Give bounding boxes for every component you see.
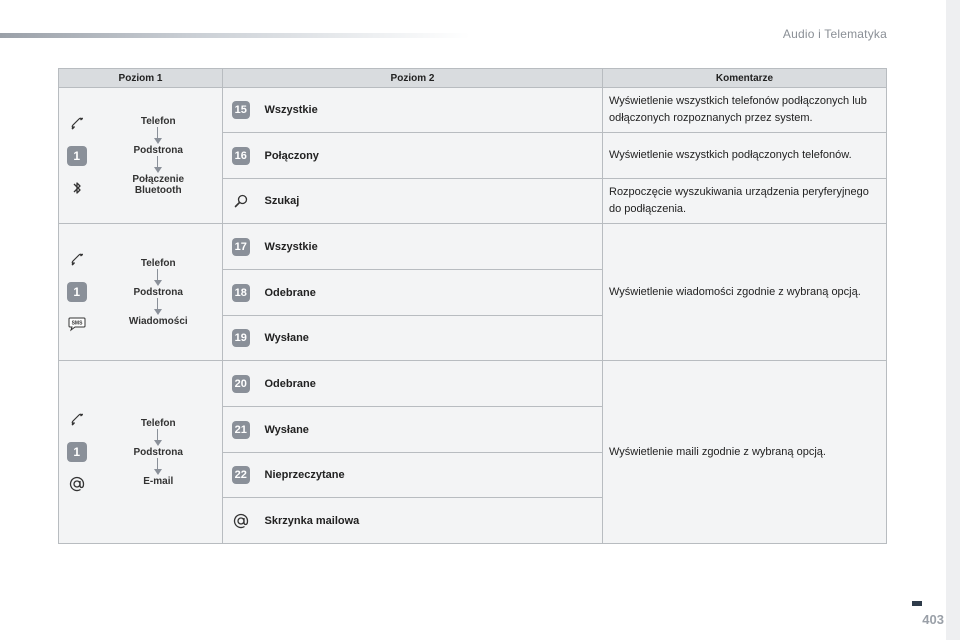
side-strip	[946, 0, 960, 640]
bluetooth-icon	[67, 178, 87, 198]
table-row	[59, 361, 887, 407]
phone-icon	[67, 250, 87, 270]
level1-item: Połączenie Bluetooth	[132, 173, 185, 196]
row-badge: 21	[232, 421, 250, 439]
level1-item: Telefon	[140, 417, 176, 429]
row-badge: 15	[232, 101, 250, 119]
level2-label: Szukaj	[259, 179, 603, 224]
row-badge-cell	[223, 133, 259, 179]
level1-item: Podstrona	[133, 286, 183, 298]
level1-badge: 1	[67, 146, 87, 166]
table-header-row	[59, 69, 887, 88]
down-arrow-icon	[153, 269, 163, 287]
row-badge-cell	[223, 453, 259, 498]
table-row	[59, 88, 887, 133]
sms-icon	[67, 314, 87, 334]
comment-cell: Rozpoczęcie wyszukiwania urządzenia peryferyjnego do podłączenia.	[603, 179, 887, 224]
level1-item: Podstrona	[133, 446, 183, 458]
level2-label: Wszystkie	[259, 224, 603, 270]
down-arrow-icon	[153, 458, 163, 476]
at-icon	[231, 511, 251, 531]
svg-text:SMS: SMS	[71, 320, 83, 327]
down-arrow-icon	[153, 127, 163, 145]
column-header-comments: Komentarze	[603, 69, 887, 88]
row-badge-cell	[223, 361, 259, 407]
row-icon-cell	[223, 179, 259, 224]
level1-path	[95, 224, 223, 361]
header-bar	[0, 33, 470, 38]
comment-cell: Wyświetlenie maili zgodnie z wybraną opcją.	[603, 361, 887, 544]
column-header-level2: Poziom 2	[223, 69, 603, 88]
phone-icon	[67, 114, 87, 134]
table-row	[59, 224, 887, 270]
row-icon-cell	[223, 498, 259, 544]
page-header-title: Audio i Telematyka	[782, 27, 887, 41]
level1-item: Wiadomości	[128, 315, 188, 327]
column-header-level1: Poziom 1	[59, 69, 223, 88]
row-badge-cell	[223, 407, 259, 453]
row-badge: 20	[232, 375, 250, 393]
level1-badge: 1	[67, 442, 87, 462]
row-badge: 17	[232, 238, 250, 256]
level2-label: Skrzynka mailowa	[259, 498, 603, 544]
level2-label: Wysłane	[259, 407, 603, 453]
row-badge-cell	[223, 270, 259, 316]
comment-cell: Wyświetlenie wszystkich telefonów podłączonych lub odłączonych rozpoznanych przez system.	[603, 88, 887, 133]
row-badge: 19	[232, 329, 250, 347]
phone-icon	[67, 410, 87, 430]
level1-item: Podstrona	[133, 144, 183, 156]
level1-badge: 1	[67, 282, 87, 302]
row-badge: 18	[232, 284, 250, 302]
level2-label: Odebrane	[259, 270, 603, 316]
level2-label: Odebrane	[259, 361, 603, 407]
level1-path	[95, 88, 223, 224]
down-arrow-icon	[153, 429, 163, 447]
group-icons	[59, 88, 95, 224]
level2-label: Nieprzeczytane	[259, 453, 603, 498]
comment-cell: Wyświetlenie wiadomości zgodnie z wybraną opcją.	[603, 224, 887, 361]
row-badge-cell	[223, 88, 259, 133]
level1-path	[95, 361, 223, 544]
at-icon	[67, 474, 87, 494]
row-badge: 22	[232, 466, 250, 484]
group-icons	[59, 361, 95, 544]
comment-cell: Wyświetlenie wszystkich podłączonych telefonów.	[603, 133, 887, 179]
menu-table	[58, 68, 887, 544]
level2-label: Wysłane	[259, 316, 603, 361]
group-icons	[59, 224, 95, 361]
row-badge-cell	[223, 224, 259, 270]
page-number: 403	[922, 612, 944, 627]
down-arrow-icon	[153, 298, 163, 316]
row-badge: 16	[232, 147, 250, 165]
level2-label: Wszystkie	[259, 88, 603, 133]
down-arrow-icon	[153, 156, 163, 174]
search-icon	[231, 191, 251, 211]
level2-label: Połączony	[259, 133, 603, 179]
row-badge-cell	[223, 316, 259, 361]
level1-item: Telefon	[140, 257, 176, 269]
page-marker	[912, 601, 922, 606]
level1-item: E-mail	[143, 475, 174, 487]
level1-item: Telefon	[140, 115, 176, 127]
